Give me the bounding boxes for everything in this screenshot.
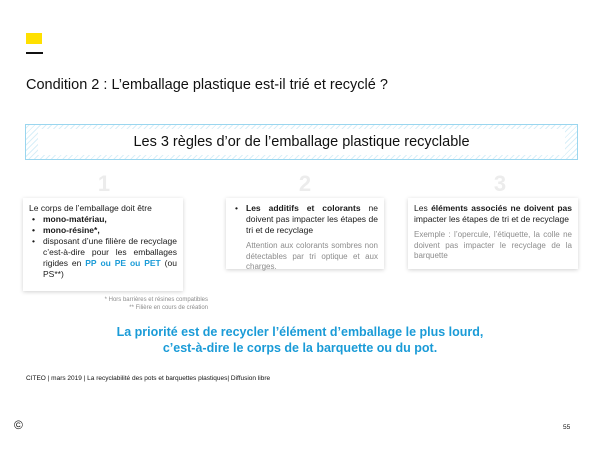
rule-card-2: [226, 198, 384, 269]
footnote-1: * Hors barrières et résines compatibles: [104, 297, 208, 303]
rule2-main: [232, 203, 378, 236]
rule3-text: impacter les étapes de tri et de recyclage: [414, 214, 569, 224]
rule1-tail: (ou PS**): [43, 258, 177, 279]
citeo-logo-yellow-block: [26, 33, 42, 44]
rule3-main: [414, 203, 572, 225]
priority-message: [0, 324, 600, 356]
rule2-bold: Les additifs et colorants: [246, 203, 361, 213]
rule2-text: ne doivent pas impacter les étapes de tri et de recyclage: [246, 203, 378, 235]
resin-pp: PP: [85, 258, 97, 268]
rule-card-1: [23, 198, 183, 291]
banner-inner: [38, 129, 565, 155]
copyright-icon: ©: [14, 418, 23, 432]
rule2-note: Attention aux colorants sombres non détectables par tri optique et aux charges.: [246, 241, 378, 271]
page-number: 55: [563, 424, 571, 431]
slide-title: Condition 2 : L’emballage plastique est-il trié et recyclé ?: [26, 77, 388, 93]
rule1-ou-1: ou: [100, 258, 111, 268]
priority-line-2: c’est-à-dire le corps de la barquette ou du pot.: [162, 341, 438, 355]
citeo-logo-bar: [26, 52, 43, 54]
resin-pe: PE: [114, 258, 127, 268]
banner: [25, 124, 578, 160]
rule-number-1: 1: [97, 171, 111, 196]
rule-number-2: 2: [298, 171, 312, 196]
rule1-list: [29, 214, 177, 280]
footnote-2: ** Filière en cours de création: [129, 305, 208, 311]
rule1-item-filiere: [29, 236, 177, 280]
rule1-ou-2: ou: [129, 258, 141, 268]
rule1-intro: Le corps de l’emballage doit être: [29, 203, 152, 213]
banner-title: Les 3 règles d’or de l’emballage plastique recyclable: [133, 134, 470, 150]
footer-text: CITEO | mars 2019 | La recyclabilité des pots et barquettes plastiques| Diffusion libre: [26, 375, 271, 382]
resin-pet: PET: [144, 258, 161, 268]
rule3-pre: Les: [414, 203, 428, 213]
rule1-item3-text: disposant d’une filière de recyclage c’est-à-dire pour les emballages rigides en: [43, 236, 177, 268]
priority-line-1: La priorité est de recycler l’élément d’emballage le plus lourd,: [116, 325, 484, 339]
rule-number-3: 3: [493, 171, 507, 196]
rule3-bold: éléments associés ne doivent pas: [431, 203, 572, 213]
rule-card-3: [408, 198, 578, 269]
rule3-note: Exemple : l’opercule, l’étiquette, la colle ne doivent pas impacter le recyclage de la barquette: [414, 230, 572, 260]
rule1-item: • mono-résine*,: [29, 225, 177, 236]
rule1-item: • mono-matériau,: [29, 214, 177, 225]
